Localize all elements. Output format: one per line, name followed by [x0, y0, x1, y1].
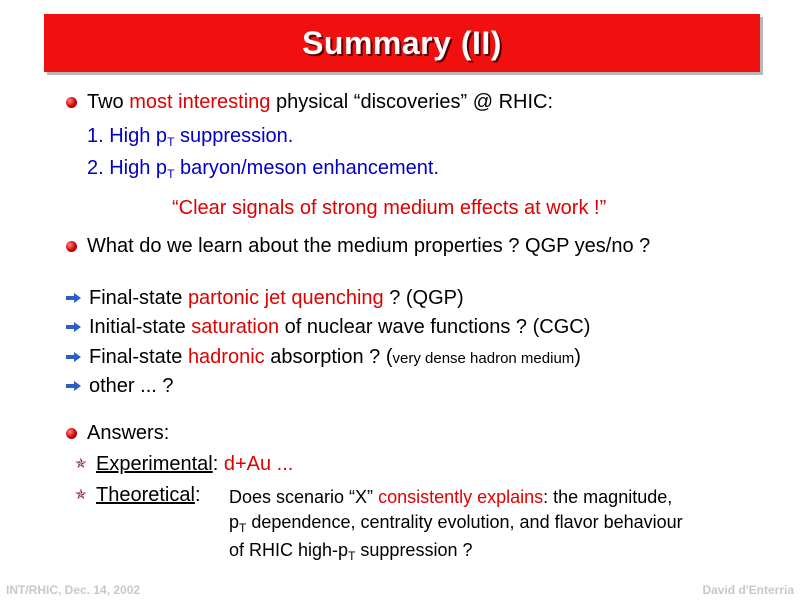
- highlight: d+Au ...: [223, 453, 294, 475]
- footer-venue-date: INT/RHIC, Dec. 14, 2002: [6, 583, 141, 597]
- text: suppression ?: [355, 540, 473, 560]
- option-jet-quenching: [89, 286, 464, 310]
- text: Final-state: [89, 346, 188, 368]
- option-hadronic-absorption: [89, 345, 581, 371]
- answer-theoretical-line1: [229, 485, 672, 509]
- bullet-medium-properties: What do we learn about the medium properties ? QGP yes/no ?: [87, 235, 651, 257]
- highlight: partonic jet quenching: [187, 287, 384, 309]
- bullet-answers: Answers:: [87, 422, 170, 444]
- text: 1. High p: [87, 125, 168, 147]
- answer-theoretical-line2: [229, 510, 683, 534]
- subscript: T: [167, 135, 175, 149]
- title-bar: [44, 14, 760, 72]
- highlight: consistently explains: [378, 487, 544, 507]
- label: Theoretical: [96, 484, 195, 506]
- bullet-ball-icon: [66, 428, 77, 439]
- quote: “Clear signals of strong medium effects at work !”: [172, 197, 607, 219]
- text: of nuclear wave functions ? (CGC): [279, 316, 591, 338]
- slide-title: Summary (II): [302, 24, 502, 61]
- text: baryon/meson enhancement.: [174, 157, 440, 179]
- text: dependence, centrality evolution, and flavor behaviour: [246, 512, 683, 532]
- star-icon: ✯: [75, 455, 87, 471]
- subscript: T: [348, 549, 356, 563]
- item-high-pt-suppression: [87, 124, 293, 148]
- bullet-discoveries: [87, 90, 553, 114]
- footer-author: David d'Enterria: [702, 583, 794, 597]
- text: ? (QGP): [383, 287, 464, 309]
- item-baryon-meson: [87, 156, 439, 180]
- text: ): [574, 346, 581, 368]
- text: 2. High p: [87, 157, 168, 179]
- arrow-right-icon: [66, 352, 81, 362]
- arrow-right-icon: [66, 381, 81, 391]
- small-text: very dense hadron medium: [392, 350, 575, 367]
- highlight: hadronic: [187, 346, 265, 368]
- text: Final-state: [89, 287, 188, 309]
- text: Two: [87, 91, 130, 113]
- answer-theoretical-line3: [229, 538, 472, 562]
- text: : the magnitude,: [543, 487, 673, 507]
- option-saturation: [89, 315, 590, 339]
- subscript: T: [167, 167, 175, 181]
- text: Does scenario “X”: [229, 487, 379, 507]
- answer-experimental: [96, 452, 293, 476]
- label: Experimental: [96, 453, 213, 475]
- star-icon: ✯: [75, 486, 87, 502]
- bullet-ball-icon: [66, 97, 77, 108]
- text: of RHIC high-p: [229, 540, 349, 560]
- arrow-right-icon: [66, 322, 81, 332]
- answer-theoretical-label: [96, 483, 201, 507]
- text: suppression.: [174, 125, 294, 147]
- text: :: [194, 484, 201, 506]
- subscript: T: [239, 521, 247, 535]
- text: :: [212, 453, 224, 475]
- highlight: most interesting: [129, 91, 271, 113]
- option-other: other ... ?: [89, 375, 174, 397]
- text: physical “discoveries” @ RHIC:: [270, 91, 554, 113]
- highlight: saturation: [191, 316, 280, 338]
- text: p: [229, 512, 240, 532]
- bullet-ball-icon: [66, 241, 77, 252]
- text: Initial-state: [89, 316, 192, 338]
- text: absorption ? (: [264, 346, 393, 368]
- arrow-right-icon: [66, 293, 81, 303]
